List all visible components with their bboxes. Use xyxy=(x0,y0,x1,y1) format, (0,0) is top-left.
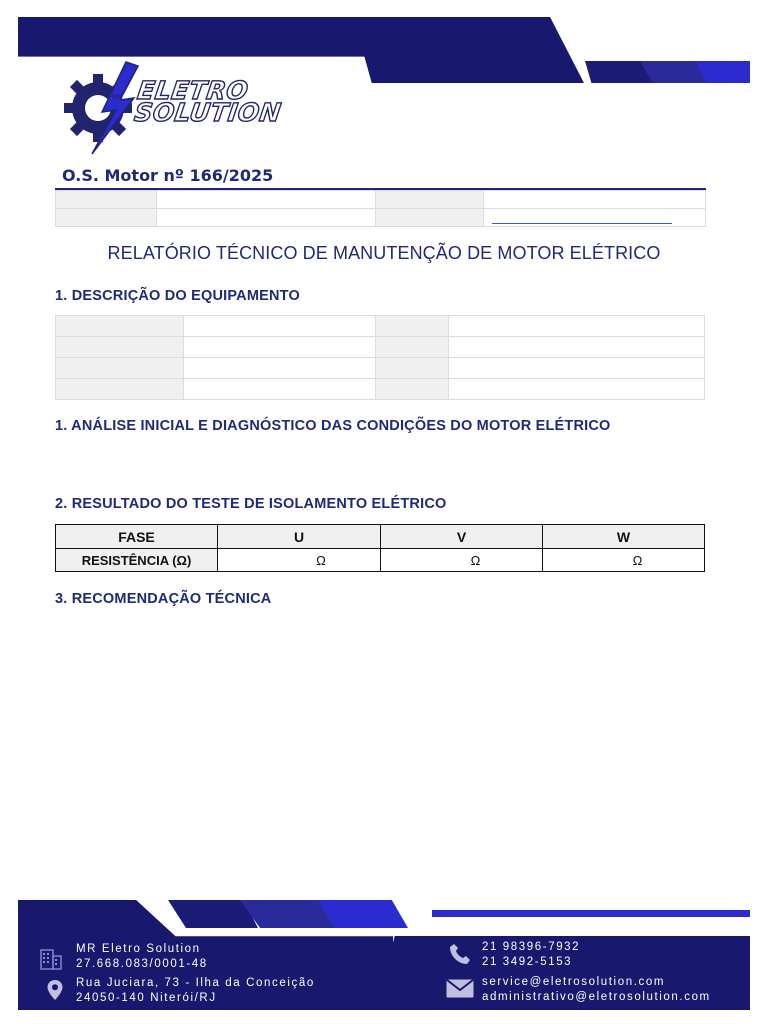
section-analysis-heading: 1. ANÁLISE INICIAL E DIAGNÓSTICO DAS CONDIÇÕES DO MOTOR ELÉTRICO xyxy=(55,418,611,434)
equipment-value-cell[interactable] xyxy=(184,358,376,379)
resistance-v[interactable]: Ω xyxy=(381,549,543,572)
info-label-cell xyxy=(56,209,157,227)
footer-cnpj: 27.668.083/0001-48 xyxy=(76,958,208,970)
footer-phone-1[interactable]: 21 98396-7932 xyxy=(482,941,581,953)
footer-email-1[interactable]: service@eletrosolution.com xyxy=(482,976,666,988)
footer-company-block xyxy=(76,942,208,972)
equipment-value-cell[interactable] xyxy=(449,358,705,379)
table-row xyxy=(56,379,705,400)
report-title: RELATÓRIO TÉCNICO DE MANUTENÇÃO DE MOTOR ELÉTRICO xyxy=(107,243,661,263)
equipment-value-cell[interactable] xyxy=(184,379,376,400)
equipment-label-cell xyxy=(56,379,184,400)
header-v: V xyxy=(381,525,543,549)
info-value-cell[interactable] xyxy=(157,209,376,227)
os-title: O.S. Motor nº 166/2025 xyxy=(62,166,274,185)
footer-address-line-2: 24050-140 Niterói/RJ xyxy=(76,992,217,1004)
equipment-value-cell[interactable] xyxy=(449,379,705,400)
table-row xyxy=(56,316,705,337)
table-row xyxy=(56,209,706,227)
footer-email-2[interactable]: administrativo@eletrosolution.com xyxy=(482,991,711,1003)
location-pin-icon xyxy=(46,979,64,1001)
equipment-table xyxy=(55,315,705,400)
header-phase: FASE xyxy=(56,525,218,549)
resistance-label: RESISTÊNCIA (Ω) xyxy=(56,549,218,572)
equipment-label-cell xyxy=(376,358,449,379)
section-insulation-heading: 2. RESULTADO DO TESTE DE ISOLAMENTO ELÉTRICO xyxy=(55,496,447,512)
info-label-cell xyxy=(56,191,157,209)
footer-company-name: MR Eletro Solution xyxy=(76,943,201,955)
section-equipment-heading: 1. DESCRIÇÃO DO EQUIPAMENTO xyxy=(55,288,300,304)
section-recommendation-heading: 3. RECOMENDAÇÃO TÉCNICA xyxy=(55,591,272,607)
info-label-cell xyxy=(376,209,484,227)
info-label-cell xyxy=(376,191,484,209)
footer-phone-2[interactable]: 21 3492-5153 xyxy=(482,956,573,968)
logo-line-1: ELETRO xyxy=(135,76,251,105)
os-info-table xyxy=(55,190,706,227)
equipment-label-cell xyxy=(56,316,184,337)
info-value-cell[interactable] xyxy=(157,191,376,209)
equipment-label-cell xyxy=(376,337,449,358)
table-row xyxy=(56,549,705,572)
resistance-u[interactable]: Ω xyxy=(218,549,381,572)
logo-wordmark xyxy=(132,76,286,127)
link-underline[interactable] xyxy=(492,223,672,224)
insulation-table xyxy=(55,524,705,572)
header-w: W xyxy=(543,525,705,549)
info-link-cell[interactable] xyxy=(484,209,706,227)
logo-line-2: SOLUTION xyxy=(132,98,284,127)
footer-address-block xyxy=(76,976,315,1006)
equipment-value-cell[interactable] xyxy=(449,337,705,358)
footer-address-line-1: Rua Juciara, 73 - Ilha da Conceição xyxy=(76,977,315,989)
info-value-cell[interactable] xyxy=(484,191,706,209)
footer-accent-line xyxy=(432,910,750,917)
equipment-label-cell xyxy=(56,358,184,379)
table-row xyxy=(56,191,706,209)
logo-mr-label: MR xyxy=(112,95,122,101)
equipment-value-cell[interactable] xyxy=(184,316,376,337)
footer-email-block xyxy=(482,975,711,1005)
table-row xyxy=(56,337,705,358)
table-header-row xyxy=(56,525,705,549)
envelope-icon xyxy=(446,979,474,998)
header-u: U xyxy=(218,525,381,549)
footer-phone-block xyxy=(482,940,580,970)
equipment-label-cell xyxy=(376,316,449,337)
table-row xyxy=(56,358,705,379)
equipment-value-cell[interactable] xyxy=(184,337,376,358)
phone-icon xyxy=(449,943,471,965)
resistance-w[interactable]: Ω xyxy=(543,549,705,572)
equipment-value-cell[interactable] xyxy=(449,316,705,337)
building-icon xyxy=(40,946,62,970)
equipment-label-cell xyxy=(56,337,184,358)
equipment-label-cell xyxy=(376,379,449,400)
